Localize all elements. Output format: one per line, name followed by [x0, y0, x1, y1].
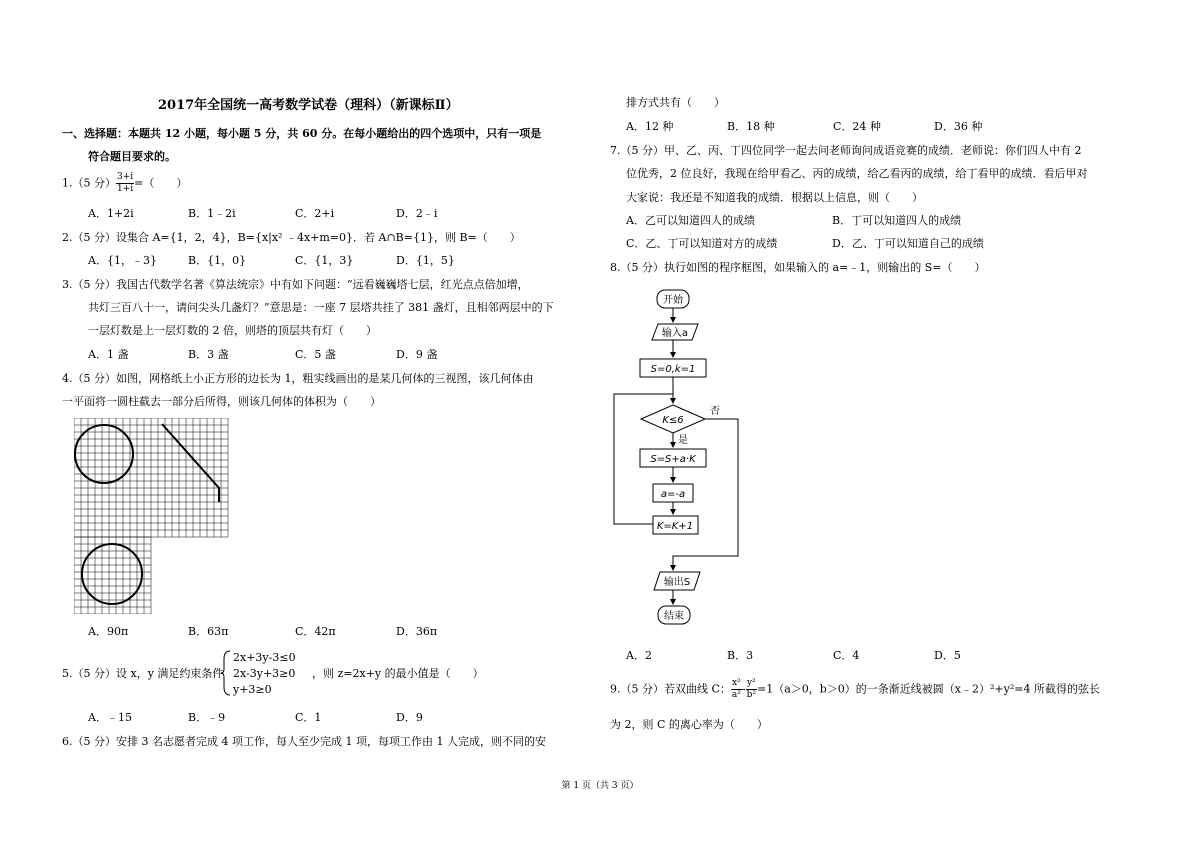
- q7-option-c: C．乙、丁可以知道对方的成绩: [626, 237, 778, 250]
- q3-option-c: C．5 盏: [295, 348, 336, 361]
- question-9-line2: 为 2，则 C 的离心率为（ ）: [610, 718, 768, 731]
- q3-option-b: B．3 盏: [188, 348, 229, 361]
- flow-step3-label: K=K+1: [656, 521, 694, 532]
- q2-option-c: C．{1，3}: [295, 254, 354, 267]
- q2-option-d: D．{1，5}: [396, 254, 455, 267]
- q4-option-d: D．36π: [396, 625, 438, 638]
- q2-option-a: A．{1，﹣3}: [88, 254, 157, 267]
- q2-option-b: B．{1，0}: [188, 254, 247, 267]
- q6-option-d: D．36 种: [934, 120, 983, 133]
- question-1: 1.（5 分） $\frac{3+i}{1+i}$ =（ ）: [62, 172, 188, 194]
- q1-option-c: C．2+i: [295, 207, 335, 220]
- flow-input-label: 输入a: [661, 328, 689, 339]
- flow-output-label: 输出S: [663, 577, 691, 588]
- question-6-line1: 6.（5 分）安排 3 名志愿者完成 4 项工作，每人至少完成 1 项，每项工作由 1 人完成，则不同的安: [62, 735, 546, 748]
- flow-start-label: 开始: [663, 295, 683, 306]
- flow-step2-label: a=-a: [660, 489, 686, 500]
- bottom-view-grid: [74, 537, 151, 614]
- flow-no-label: 否: [710, 406, 720, 417]
- q5-constraint-2: 2x-3y+3≥0: [233, 667, 296, 680]
- question-5-suffix: ，则 z=2x+y 的最小值是（ ）: [312, 667, 484, 680]
- question-5-prefix: 5.（5 分）设 x，y 满足约束条件: [62, 667, 224, 680]
- question-3-line2: 共灯三百八十一，请问尖头几盏灯？”意思是：一座 7 层塔共挂了 381 盏灯，且相邻两层中的下: [88, 301, 554, 314]
- q6-option-b: B．18 种: [727, 120, 775, 133]
- question-7-line3: 大家说：我还是不知道我的成绩．根据以上信息，则（ ）: [626, 191, 923, 204]
- front-view-grid: [74, 418, 228, 537]
- front-view-circle: [75, 425, 133, 483]
- q8-option-c: C．4: [833, 649, 860, 662]
- q4-option-b: B．63π: [188, 625, 229, 638]
- flow-end-label: 结束: [664, 611, 684, 622]
- question-3-line1: 3.（5 分）我国古代数学名著《算法统宗》中有如下问题：“远看巍巍塔七层，红光点点倍加增，: [62, 278, 529, 291]
- q1-fraction: $\frac{3+i}{1+i}$: [117, 172, 134, 194]
- page-footer: 第 1 页（共 3 页）: [561, 781, 639, 791]
- q7-option-a: A．乙可以知道四人的成绩: [626, 214, 755, 227]
- q3-option-d: D．9 盏: [396, 348, 438, 361]
- q4-option-a: A．90π: [88, 625, 129, 638]
- question-4-line2: 一平面将一圆柱截去一部分后所得，则该几何体的体积为（ ）: [62, 395, 381, 408]
- section-heading-line2: 符合题目要求的。: [88, 150, 176, 163]
- program-flowchart: [610, 284, 750, 638]
- flow-yes-label: 是: [678, 435, 688, 446]
- q5-constraint-3: y+3≥0: [233, 683, 272, 696]
- q1-option-a: A．1+2i: [88, 207, 134, 220]
- q6-option-a: A．12 种: [626, 120, 674, 133]
- three-view-figure: [74, 418, 234, 614]
- q5-option-d: D．9: [396, 711, 423, 724]
- q3-option-a: A．1 盏: [88, 348, 129, 361]
- q5-constraint-1: 2x+3y-3≤0: [233, 651, 296, 664]
- question-3-line3: 一层灯数是上一层灯数的 2 倍，则塔的顶层共有灯（ ）: [88, 324, 377, 337]
- section-heading-line1: 一、选择题：本题共 12 小题，每小题 5 分，共 60 分。在每小题给出的四个选项中，只有一项是: [62, 127, 542, 140]
- q8-option-a: A．2: [626, 649, 652, 662]
- flow-init-label: S=0,k=1: [650, 364, 696, 375]
- q4-option-c: C．42π: [295, 625, 336, 638]
- question-7-line2: 位优秀，2 位良好，我现在给甲看乙、丙的成绩，给乙看丙的成绩，给丁看甲的成绩．看后甲对: [626, 167, 1088, 180]
- side-view-diagonal: [162, 424, 219, 502]
- q1-option-b: B．1﹣2i: [188, 207, 236, 220]
- q8-option-b: B．3: [727, 649, 754, 662]
- q5-option-c: C．1: [295, 711, 322, 724]
- question-4-line1: 4.（5 分）如图，网格纸上小正方形的边长为 1，粗实线画出的是某几何体的三视图，该几何体由: [62, 372, 534, 385]
- q5-option-b: B．﹣9: [188, 711, 226, 724]
- flow-step1-label: S=S+a·K: [650, 454, 696, 465]
- q5-option-a: A．﹣15: [88, 711, 132, 724]
- q9-x-fraction: $\frac{\text{x²}}{\text{a²}}$: [731, 678, 741, 700]
- page-title: 2017年全国统一高考数学试卷（理科）（新课标Ⅱ）: [158, 98, 459, 113]
- q9-y-fraction: $\frac{\text{y²}}{\text{b²}}$: [746, 678, 756, 700]
- q7-option-d: D．乙、丁可以知道自己的成绩: [832, 237, 984, 250]
- question-8: 8.（5 分）执行如图的程序框图，如果输入的 a=﹣1，则输出的 S=（ ）: [610, 261, 986, 274]
- question-6-line2: 排方式共有（ ）: [626, 96, 725, 109]
- question-7-line1: 7.（5 分）甲、乙、丙、丁四位同学一起去问老师询问成语竞赛的成绩．老师说：你们四人中有 2: [610, 144, 1082, 157]
- q8-option-d: D．5: [934, 649, 961, 662]
- question-9: 9.（5 分）若双曲线 C： $\frac{\text{x²}}{\text{a²}}$ - $\frac{\text{y²}}{\text{b²}}$ =1（a＞0，b＞0）的一条渐近线被圆（x﹣2）²+y²=4 所截得的弦长: [610, 678, 1100, 700]
- top-view-circle: [82, 544, 142, 604]
- question-2: 2.（5 分）设集合 A={1，2，4}，B={x|x² ﹣4x+m=0}．若 A∩B={1}，则 B=（ ）: [62, 231, 521, 244]
- q5-brace: [220, 649, 232, 697]
- q1-option-d: D．2﹣i: [396, 207, 438, 220]
- q7-option-b: B．丁可以知道四人的成绩: [832, 214, 962, 227]
- flow-condition-label: K≤6: [662, 415, 684, 426]
- q6-option-c: C．24 种: [833, 120, 881, 133]
